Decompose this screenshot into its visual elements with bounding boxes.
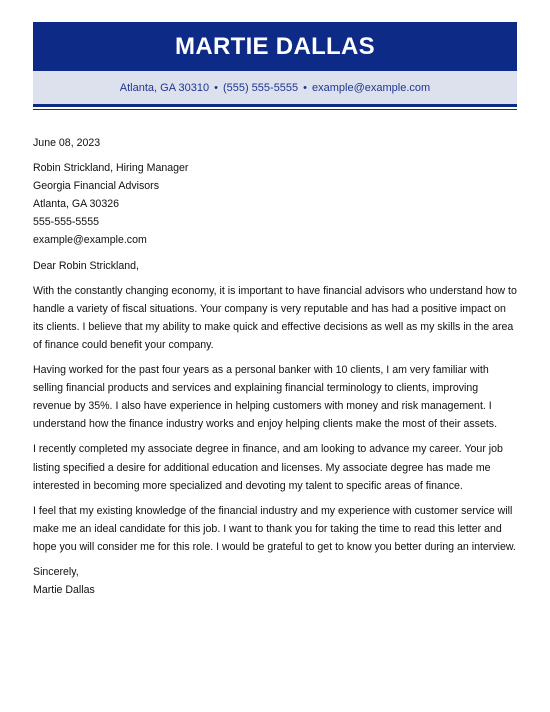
body-paragraph: Having worked for the past four years as a personal banker with 10 clients, I am very familiar with selling financial products and services and explaining financial terminology to clients, improving revenue by 35%. I also have experience in helping customers with money and risk management. I understand how the finance industry works and enjoy helping clients make the most of their assets. (33, 364, 498, 431)
recipient-name-title: Robin Strickland, Hiring Manager (33, 162, 189, 175)
signature: Martie Dallas (33, 584, 95, 597)
header-banner (33, 22, 517, 71)
letter-body (33, 134, 517, 599)
header-divider-thick (33, 104, 517, 107)
letter-date: June 08, 2023 (33, 137, 101, 149)
recipient-city-state-zip: Atlanta, GA 30326 (33, 198, 119, 211)
contact-phone: (555) 555-5555 (222, 81, 299, 94)
recipient-block (33, 159, 517, 249)
contact-email: example@example.com (312, 81, 431, 94)
greeting: Dear Robin Strickland, (33, 259, 139, 272)
body-paragraph: With the constantly changing economy, it is important to have financial advisors who understand how to handle a variety of fiscal situations. Your company is very reputable and has had a positive impact on its clients. I believe that my ability to make quick and effective decisions as well as my skills in the area of finance could benefit your company. (33, 284, 517, 351)
header-divider-thin (33, 109, 517, 110)
recipient-company: Georgia Financial Advisors (33, 180, 160, 193)
separator-dot: • (214, 81, 218, 94)
body-paragraph: I feel that my existing knowledge of the financial industry and my experience with customer service will make me an ideal candidate for this job. I want to thank you for taking the time to read this letter and hope you will consider me for this role. I would be grateful to get to know you better during an interview. (33, 504, 516, 553)
recipient-phone: 555-555-5555 (33, 216, 99, 229)
separator-dot: • (303, 81, 308, 94)
body-paragraph: I recently completed my associate degree in finance, and am looking to advance my career. Your job listing specified a desire for additional education and licenses. My associate degree has made me interested in becoming more specialized and devoting my talent to specific areas of finance. (33, 443, 503, 492)
applicant-name: MARTIE DALLAS (175, 32, 375, 60)
contact-bar (33, 71, 517, 104)
recipient-email: example@example.com (33, 234, 147, 247)
contact-address: Atlanta, GA 30310 (119, 81, 210, 94)
closing: Sincerely, (33, 565, 79, 578)
